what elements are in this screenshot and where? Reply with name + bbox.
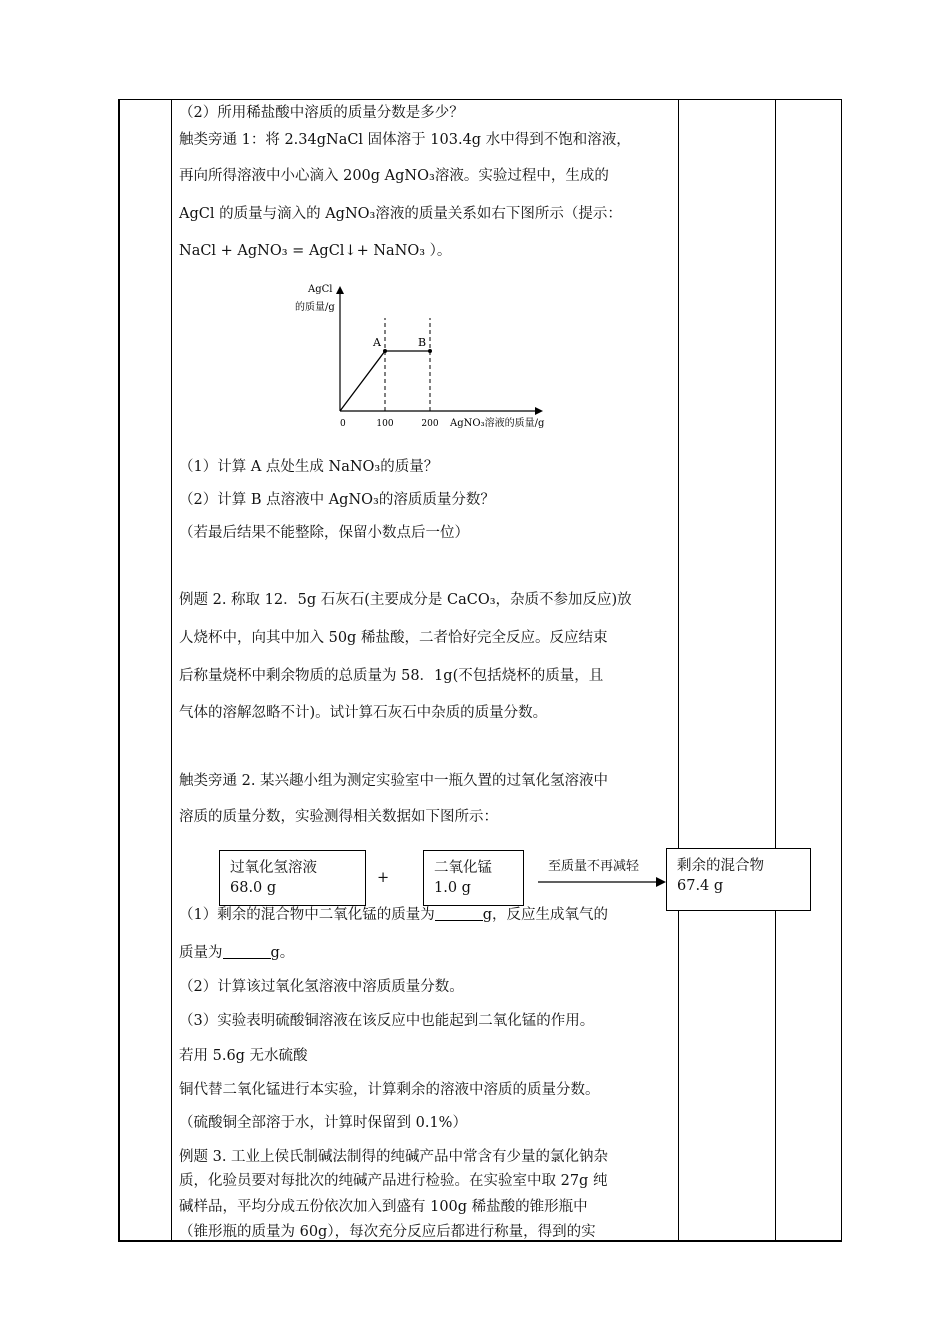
point-label-B: B bbox=[418, 336, 427, 349]
fill-question-3-line-2: 若用 5.6g 无水硫酸 bbox=[179, 1048, 308, 1064]
example-2-line-3: 后称量烧杯中剩余物质的总质量为 58．1g(不包括烧杯的质量，且 bbox=[179, 668, 604, 684]
practice-1-line-2: 再向所得溶液中小心滴入 200g AgNO₃溶液。实验过程中，生成的 bbox=[179, 168, 609, 184]
example-2-line-1: 例题 2. 称取 12．5g 石灰石(主要成分是 CaCO₃，杂质不参加反应)放 bbox=[179, 592, 632, 608]
flow-arrow-label: 至质量不再减轻 bbox=[548, 859, 640, 874]
table-border-top bbox=[118, 99, 842, 100]
flow-plus-sign: + bbox=[377, 870, 390, 886]
y-axis-arrow-icon bbox=[336, 286, 344, 294]
table-border-left bbox=[118, 99, 120, 1241]
rounding-note: （若最后结果不能整除，保留小数点后一位） bbox=[179, 525, 469, 541]
flow-arrow-icon bbox=[536, 874, 668, 890]
flow-box-h2o2-label: 过氧化氢溶液 bbox=[230, 860, 317, 876]
table-border-col1 bbox=[171, 99, 172, 1241]
flow-box-remainder-label: 剩余的混合物 bbox=[677, 858, 764, 874]
flow-box-h2o2-mass: 68.0 g bbox=[230, 880, 277, 896]
x-tick-label-100: 100 bbox=[376, 419, 394, 429]
question-2: （2）所用稀盐酸中溶质的质量分数是多少？ bbox=[179, 105, 464, 121]
example-3-line-4: （锥形瓶的质量为 60g），每次充分反应后都进行称量，得到的实 bbox=[179, 1224, 596, 1240]
example-3-line-1: 例题 3. 工业上侯氏制碱法制得的纯碱产品中常含有少量的氯化钠杂 bbox=[179, 1149, 609, 1165]
y-axis-label-line-2: 的质量/g bbox=[295, 302, 335, 313]
flow-box-remainder-mass: 67.4 g bbox=[677, 878, 724, 894]
practice-1-line-1: 触类旁通 1：将 2.34gNaCl 固体溶于 103.4g 水中得到不饱和溶液， bbox=[179, 132, 631, 148]
fill-question-1b-suffix: g。 bbox=[270, 945, 295, 961]
answer-blank-oxygen[interactable] bbox=[223, 944, 271, 959]
agcl-chart-svg bbox=[290, 276, 570, 436]
x-axis-arrow-icon bbox=[535, 407, 543, 415]
fill-question-3-line-3: 铜代替二氧化锰进行本实验，计算剩余的溶液中溶质的质量分数。 bbox=[179, 1082, 600, 1098]
fill-question-1b-prefix: 质量为 bbox=[179, 945, 223, 961]
x-tick-label-200: 200 bbox=[421, 419, 439, 429]
practice-1-line-4: NaCl + AgNO₃ = AgCl↓+ NaNO₃ ）。 bbox=[179, 243, 452, 259]
fill-question-1-line-2 bbox=[179, 944, 294, 962]
fill-question-1-prefix: （1）剩余的混合物中二氧化锰的质量为 bbox=[179, 907, 435, 923]
fill-question-2: （2）计算该过氧化氢溶液中溶质质量分数。 bbox=[179, 979, 464, 995]
point-label-A: A bbox=[373, 336, 381, 349]
practice-2-line-2: 溶质的质量分数，实验测得相关数据如下图所示： bbox=[179, 809, 498, 825]
agcl-chart bbox=[290, 276, 570, 436]
table-border-col3 bbox=[775, 99, 776, 1241]
flow-box-remainder bbox=[666, 848, 811, 911]
fill-question-3-line-1: （3）实验表明硫酸铜溶液在该反应中也能起到二氧化锰的作用。 bbox=[179, 1013, 595, 1029]
point-B bbox=[428, 349, 432, 353]
table-border-right bbox=[841, 99, 842, 1241]
x-tick-label-0: 0 bbox=[340, 419, 346, 429]
example-2-line-4: 气体的溶解忽略不计)。试计算石灰石中杂质的质量分数。 bbox=[179, 705, 548, 721]
practice-2-line-1: 触类旁通 2. 某兴趣小组为测定实验室中一瓶久置的过氧化氢溶液中 bbox=[179, 773, 609, 789]
answer-blank-mno2[interactable] bbox=[435, 906, 483, 921]
x-axis-label: AgNO₃溶液的质量/g bbox=[450, 418, 545, 429]
point-A bbox=[383, 349, 387, 353]
flow-box-mno2-label: 二氧化锰 bbox=[434, 860, 492, 876]
table-border-col2 bbox=[678, 99, 679, 1241]
example-3-line-3: 碱样品，平均分成五份依次加入到盛有 100g 稀盐酸的锥形瓶中 bbox=[179, 1199, 588, 1215]
sub-question-2: （2）计算 B 点溶液中 AgNO₃的溶质质量分数？ bbox=[179, 492, 495, 508]
fill-question-1-line-1 bbox=[179, 906, 608, 924]
example-2-line-2: 人烧杯中，向其中加入 50g 稀盐酸，二者恰好完全反应。反应结束 bbox=[179, 630, 608, 646]
fill-question-1-middle: g，反应生成氧气的 bbox=[482, 907, 609, 923]
flow-box-mno2 bbox=[423, 850, 524, 906]
flow-box-mno2-mass: 1.0 g bbox=[434, 880, 471, 896]
example-3-line-2: 质，化验员要对每批次的纯碱产品进行检验。在实验室中取 27g 纯 bbox=[179, 1173, 608, 1189]
flow-box-h2o2 bbox=[219, 850, 366, 906]
sub-question-1: （1）计算 A 点处生成 NaNO₃的质量？ bbox=[179, 459, 439, 475]
practice-1-line-3: AgCl 的质量与滴入的 AgNO₃溶液的质量关系如右下图所示（提示： bbox=[179, 206, 622, 222]
fill-question-3-line-4: （硫酸铜全部溶于水，计算时保留到 0.1%） bbox=[179, 1115, 467, 1131]
y-axis-label-line-1: AgCl bbox=[308, 284, 333, 295]
